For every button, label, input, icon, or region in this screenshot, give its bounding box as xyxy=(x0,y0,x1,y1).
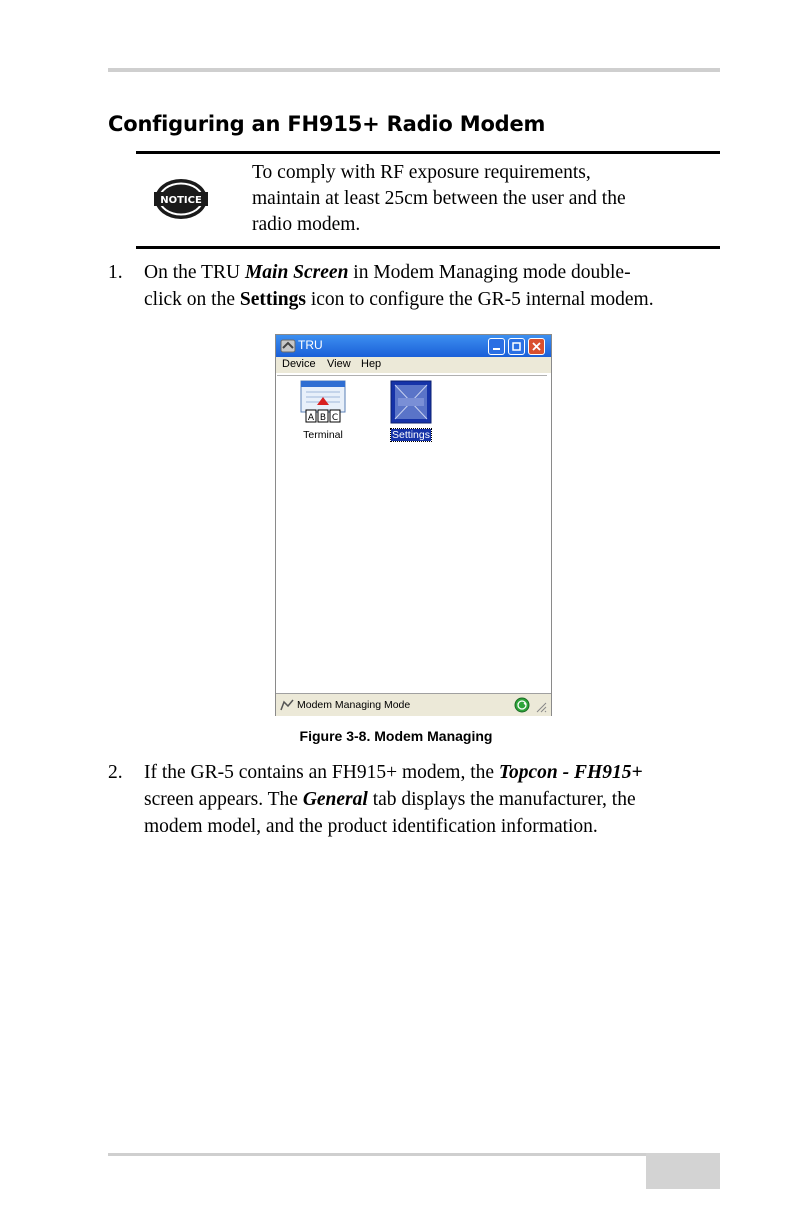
step-body xyxy=(144,259,724,313)
maximize-icon xyxy=(509,339,524,354)
step-text: tab displays the manufacturer, the xyxy=(367,789,636,810)
footer-rule xyxy=(108,1153,646,1156)
menu-device[interactable]: Device xyxy=(282,358,316,370)
status-bar xyxy=(276,693,551,716)
title-bar[interactable] xyxy=(276,335,551,357)
step-number: 1. xyxy=(108,262,123,283)
section-title: Configuring an FH915+ Radio Modem xyxy=(108,112,546,136)
minimize-icon xyxy=(489,339,504,354)
menu-help[interactable]: Hep xyxy=(361,358,382,370)
status-text: Modem Managing Mode xyxy=(297,699,411,711)
settings-icon xyxy=(390,380,432,424)
step-text: screen appears. The xyxy=(144,789,303,810)
step-line xyxy=(144,286,724,313)
key-c: C xyxy=(331,413,339,423)
page-number-tab xyxy=(646,1153,720,1189)
settings-shortcut[interactable] xyxy=(381,380,441,441)
minimize-button[interactable] xyxy=(488,338,505,355)
close-button[interactable] xyxy=(528,338,545,355)
header-rule xyxy=(108,68,720,72)
step-text: icon to configure the GR-5 internal modem. xyxy=(305,289,654,310)
modem-mode-icon xyxy=(280,698,294,712)
window-title: TRU xyxy=(298,338,323,352)
notice-line: radio modem. xyxy=(252,214,361,235)
step-line xyxy=(144,759,724,786)
connection-status-icon[interactable] xyxy=(514,697,530,713)
settings-term: Settings xyxy=(239,289,306,310)
terminal-label: Terminal xyxy=(303,429,343,441)
key-a: A xyxy=(307,413,315,423)
notice-box xyxy=(136,151,720,249)
notice-icon xyxy=(154,178,208,220)
step-line xyxy=(144,259,724,286)
app-icon xyxy=(280,338,296,354)
terminal-shortcut[interactable] xyxy=(293,380,353,441)
notice-line: To comply with RF exposure requirements, xyxy=(252,162,591,183)
step-line: modem model, and the product identification information. xyxy=(144,816,598,837)
settings-label: Settings xyxy=(392,429,430,441)
step-text: On the TRU xyxy=(144,262,245,283)
topcon-screen-term: Topcon - FH915+ xyxy=(498,762,643,783)
menu-view[interactable]: View xyxy=(327,358,351,370)
tru-window xyxy=(275,334,552,716)
main-screen-term: Main Screen xyxy=(244,262,349,283)
step-text: If the GR-5 contains an FH915+ modem, the xyxy=(144,762,499,783)
step-line xyxy=(144,786,724,813)
figure-caption: Figure 3-8. Modem Managing xyxy=(299,728,493,744)
maximize-button[interactable] xyxy=(508,338,525,355)
step-body xyxy=(144,759,724,840)
icon-area xyxy=(277,375,547,691)
terminal-icon xyxy=(300,380,346,424)
notice-line: maintain at least 25cm between the user and the xyxy=(252,188,626,209)
notice-text xyxy=(252,160,712,238)
key-b: B xyxy=(319,413,327,423)
general-tab-term: General xyxy=(302,789,368,810)
close-icon xyxy=(529,339,544,354)
notice-badge-label: NOTICE xyxy=(160,195,202,206)
step-text: click on the xyxy=(144,289,240,310)
step-text: in Modem Managing mode double- xyxy=(348,262,631,283)
menu-bar xyxy=(276,357,551,373)
resize-grip-icon[interactable] xyxy=(535,701,547,713)
step-number: 2. xyxy=(108,762,123,783)
